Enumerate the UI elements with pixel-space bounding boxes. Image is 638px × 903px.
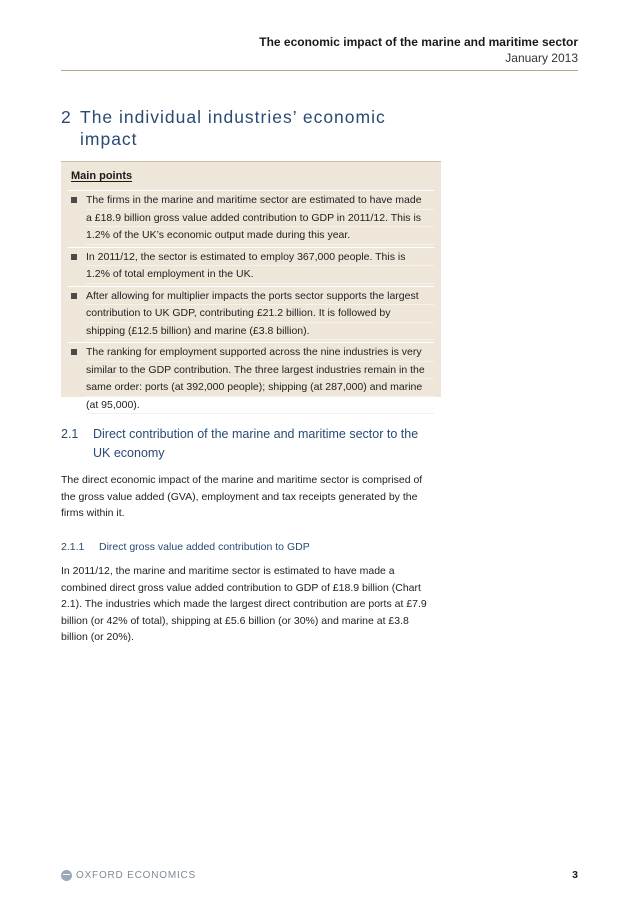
paragraph-line: the gross value added (GVA), employment and tax receipts generated by the xyxy=(61,490,418,503)
main-points-box xyxy=(61,161,441,411)
square-bullet-icon xyxy=(71,293,77,299)
main-point-line: 1.2% of total employment in the UK. xyxy=(86,266,434,284)
main-point-line: shipping (£12.5 billion) and marine (£3.8 billion). xyxy=(86,323,434,341)
paragraph-line: billion (or 42% of total), shipping at £5.6 billion (or 30%) and marine at £3.8 xyxy=(61,614,409,627)
section-heading xyxy=(61,106,421,150)
page-header xyxy=(259,34,578,66)
subsection-title-line-2: UK economy xyxy=(93,446,165,460)
subsection-heading xyxy=(61,425,441,463)
square-bullet-icon xyxy=(71,254,77,260)
main-point-line: The ranking for employment supported across the nine industries is very xyxy=(86,344,434,362)
main-point-line: The firms in the marine and maritime sector are estimated to have made xyxy=(86,192,434,210)
main-points-heading: Main points xyxy=(71,170,133,182)
subsubsection-number: 2.1.1 xyxy=(61,541,85,553)
main-point-line: similar to the GDP contribution. The three largest industries remain in the xyxy=(86,362,434,380)
main-point-line: After allowing for multiplier impacts the ports sector supports the largest xyxy=(86,288,434,306)
square-bullet-icon xyxy=(71,349,77,355)
paragraph-line: 2.1). The industries which made the largest direct contribution are ports at £7.9 xyxy=(61,598,427,610)
header-date: January 2013 xyxy=(505,51,578,65)
header-title: The economic impact of the marine and maritime sector xyxy=(259,35,578,49)
section-number: 2 xyxy=(61,107,72,127)
main-point-line: same order: ports (at 392,000 people); shipping (at 287,000) and marine xyxy=(86,379,434,397)
footer-logo xyxy=(61,870,196,881)
paragraph-line: The direct economic impact of the marine and maritime sector is comprised of xyxy=(61,474,423,486)
body-paragraph-2 xyxy=(61,563,441,646)
subsubsection-heading xyxy=(61,540,310,555)
body-paragraph-1 xyxy=(61,472,441,522)
section-title-line-2: impact xyxy=(80,129,138,149)
main-point-item xyxy=(68,286,434,341)
subsection-number: 2.1 xyxy=(61,427,79,441)
section-title-line-1: The individual industries’ economic xyxy=(80,107,386,127)
main-point-line: In 2011/12, the sector is estimated to employ 367,000 people. This is xyxy=(86,249,434,267)
main-point-item xyxy=(68,342,434,414)
paragraph-line: combined direct gross value added contribution to GDP of £18.9 billion (Chart xyxy=(61,581,421,594)
main-point-line: contribution to UK GDP, contributing £21.2 billion. It is followed by xyxy=(86,305,434,323)
paragraph-line: billion (or 20%). xyxy=(61,631,134,643)
paragraph-line: In 2011/12, the marine and maritime sector is estimated to have made a xyxy=(61,565,395,577)
square-bullet-icon xyxy=(71,197,77,203)
main-point-line: a £18.9 billion gross value added contribution to GDP in 2011/12. This is xyxy=(86,210,434,228)
main-point-line: 1.2% of the UK’s economic output made during this year. xyxy=(86,227,434,245)
header-divider xyxy=(61,70,578,71)
globe-icon xyxy=(61,870,72,881)
logo-text: OXFORD ECONOMICS xyxy=(76,870,197,881)
main-point-line: (at 95,000). xyxy=(86,397,434,415)
main-point-item xyxy=(68,190,434,245)
paragraph-line: firms within it. xyxy=(61,507,125,519)
subsubsection-title: Direct gross value added contribution to GDP xyxy=(99,541,310,553)
page-number: 3 xyxy=(572,869,578,881)
subsection-title-line-1: Direct contribution of the marine and maritime sector to the xyxy=(93,427,419,441)
main-point-item xyxy=(68,247,434,284)
